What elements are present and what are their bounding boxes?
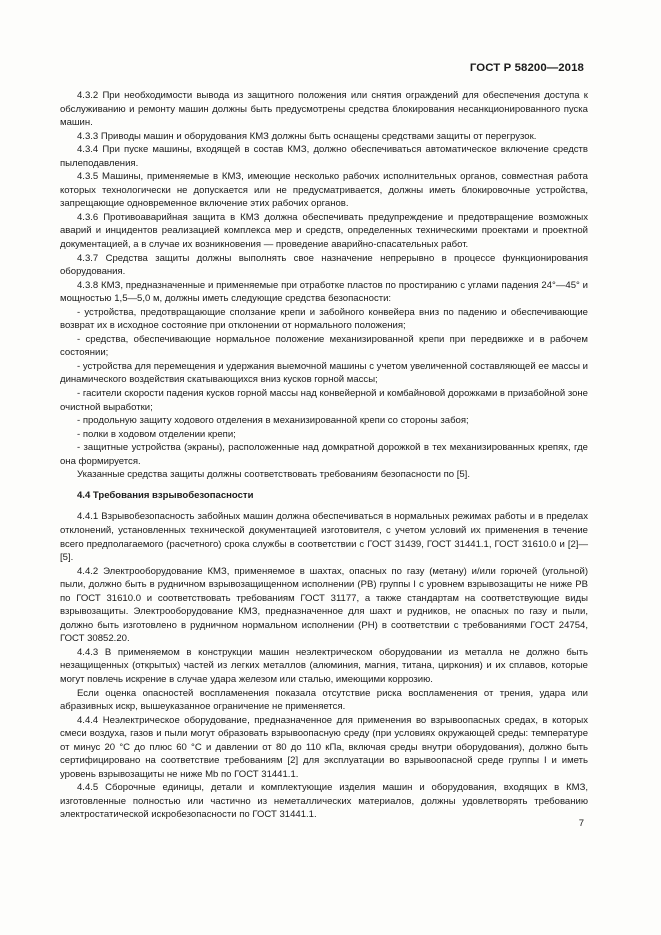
paragraph-4-3-5: 4.3.5 Машины, применяемые в КМЗ, имеющие несколько рабочих исполнительных органов, совместная работа которых технологически не допускается или не предусматривается, должны иметь блокировочные устройства, запрещающие одновременное включение этих рабочих органов. [60, 171, 588, 210]
section-title: 4.4 Требования взрывобезопасности [77, 489, 254, 501]
paragraph-4-4-4: 4.4.4 Неэлектрическое оборудование, предназначенное для применения во взрывоопасных средах, в которых смеси воздуха, газов и пыли могут образовать взрывоопасную среду (при условиях окружающей среды: температуре от минус 20 °С до плюс 60 °С и давлении от 80 до 110 кПа, включая среды внутри оборудования), должно быть сертифицировано на соответствие требованиям [2] для эксплуатации во взрывоопасной среде группы I и иметь уровень взрывозащиты не ниже Mb по ГОСТ 31441.1. [60, 714, 588, 780]
list-item: - защитные устройства (экраны), расположенные над домкратной дорожкой в тех механизированных крепях, где она формируется. [60, 442, 588, 467]
paragraph-4-4-3: 4.4.3 В применяемом в конструкции машин неэлектрическом оборудовании из металла не должно быть незащищенных (открытых) частей из легких металлов (алюминия, магния, титана, циркония) и их сплавов, которые могут повлечь искрение в случае удара железом или сталью, имеющими коррозию. [60, 646, 588, 685]
list-item: - устройства для перемещения и удержания выемочной машины с учетом увеличенной составляющей ее массы и динамического воздействия скатывающихся вниз кусков горной массы; [60, 360, 588, 386]
list-item: - устройства, предотвращающие сползание крепи и забойного конвейера вниз по падению и обеспечивающие возврат их в исходное состояние при отклонении от нормального положения; [60, 306, 588, 332]
list-item: - полки в ходовом отделении крепи; [77, 428, 236, 440]
list-item: - гасители скорости падения кусков горной массы над конвейерной и комбайновой дорожками в призабойной зоне очистной выработки; [60, 388, 588, 413]
document-body [60, 89, 588, 822]
list-item: - продольную защиту ходового отделения в механизированной крепи со стороны забоя; [77, 415, 469, 427]
paragraph-note: Указанные средства защиты должны соответствовать требованиям безопасности по [5]. [77, 469, 470, 481]
paragraph-4-4-5: 4.4.5 Сборочные единицы, детали и комплектующие изделия машин и оборудования, входящих в КМЗ, изготовленные полностью или частично из неметаллических материалов, должны удовлетворять требованию электростатической искробезопасности по ГОСТ 31441.1. [60, 782, 588, 821]
section-4-3-paragraphs [60, 89, 588, 482]
paragraph-4-4-2: 4.4.2 Электрооборудование КМЗ, применяемое в шахтах, опасных по газу (метану) и/или горючей (угольной) пыли, должно быть в рудничном взрывозащищенном исполнении (РВ) группы I с уровнем взрывозащиты не ниже РВ по ГОСТ 31610.0 и соответствовать требованиям ГОСТ 31177, а также стандартам на соответствующие виды взрывозащиты. Электрооборудование КМЗ, предназначенное для шахт и рудников, не опасных по газу и пыли, должно быть изготовлено в рудничном нормальном исполнении (РН) в соответствии с требованиями ГОСТ 24754, ГОСТ 30852.20. [60, 565, 588, 645]
standard-designation: ГОСТ Р 58200—2018 [469, 62, 584, 74]
paragraph-4-3-7: 4.3.7 Средства защиты должны выполнять свое назначение непрерывно в процессе функционирования оборудования. [60, 252, 588, 278]
list-item: - средства, обеспечивающие нормальное положение механизированной крепи при передвижке и в рабочем состоянии; [60, 333, 588, 359]
page-number: 7 [578, 818, 584, 829]
paragraph-4-3-2: 4.3.2 При необходимости вывода из защитного положения или снятия ограждений для обеспечения доступа к обслуживанию и ремонту машин должны быть предусмотрены средства блокирования несанкционированного пуска машин. [60, 90, 588, 129]
paragraph-4-4-1: 4.4.1 Взрывобезопасность забойных машин должна обеспечиваться в нормальных режимах работы и в пределах отклонений, установленных технической документацией изготовителя, с учетом условий их применения в течение всего предполагаемого (расчетного) срока службы в соответствии с ГОСТ 31439, ГОСТ 31441.1, ГОСТ 31610.0 и [2]—[5]. [60, 511, 588, 564]
section-4-4-paragraphs [60, 510, 588, 822]
paragraph-4-3-6: 4.3.6 Противоаварийная защита в КМЗ должна обеспечивать предупреждение и предотвращение возможных аварий и инцидентов реализацией комплекса мер и средств, определенных техническими проектами и проектной документацией, а в случае их возникновения — проведение аварийно-спасательных работ. [60, 211, 588, 251]
paragraph-4-3-3: 4.3.3 Приводы машин и оборудования КМЗ должны быть оснащены средствами защиты от перегрузок. [77, 130, 537, 142]
paragraph-4-3-4: 4.3.4 При пуске машины, входящей в состав КМЗ, должно обеспечиваться автоматическое включение средств пылеподавления. [60, 144, 588, 169]
paragraph-4-4-3-note: Если оценка опасностей воспламенения показала отсутствие риска воспламенения от трения, удара или абразивных искр, вышеуказанное ограничение не применяется. [60, 687, 588, 713]
paragraph-4-3-8: 4.3.8 КМЗ, предназначенные и применяемые при отработке пластов по простиранию с углами падения 24°—45° и мощностью 1,5—5,0 м, должны иметь следующие средства безопасности: [60, 279, 588, 305]
